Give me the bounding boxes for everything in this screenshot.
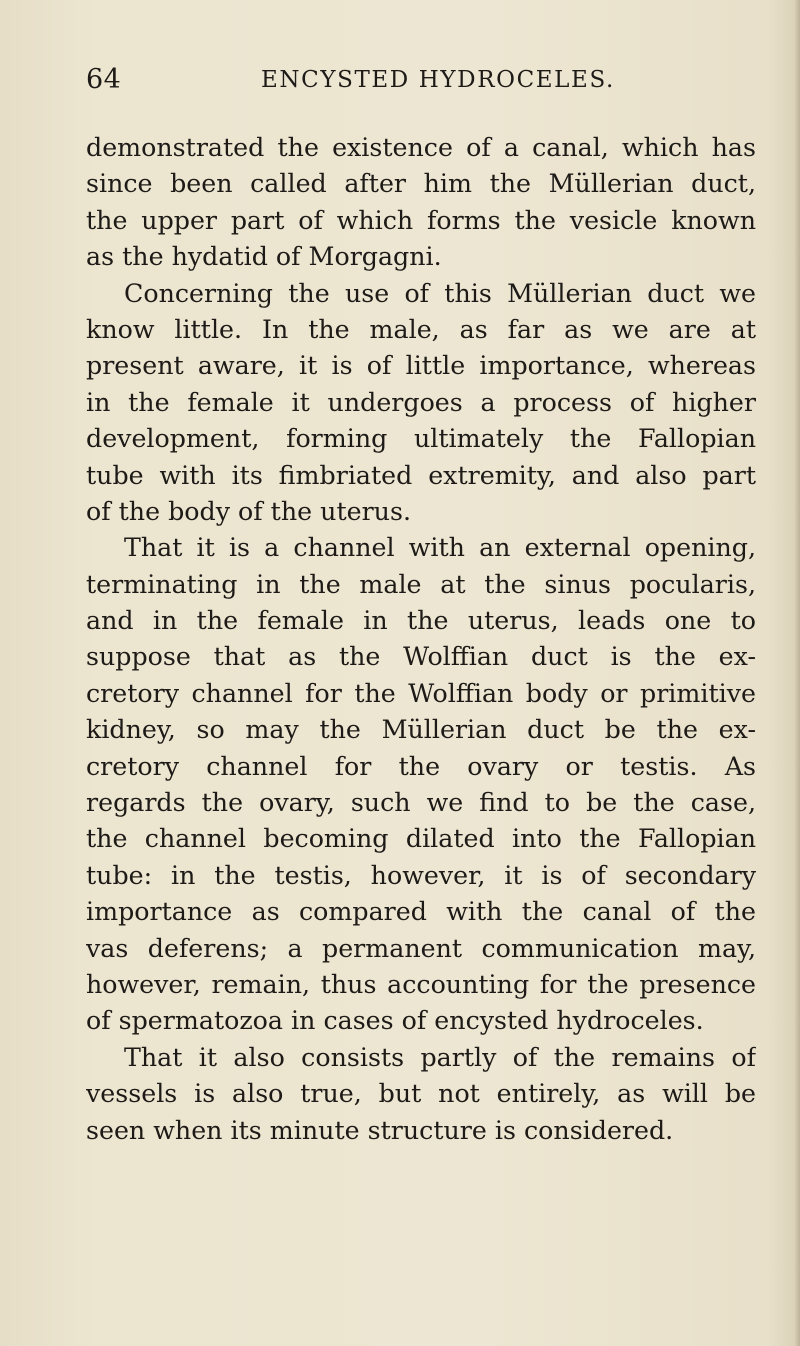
text-line: That it is a channel with an external opening, [124, 533, 756, 563]
text-line: That it also consists partly of the remains of [124, 1042, 756, 1072]
text-line: terminating in the male at the sinus pocularis, [86, 569, 756, 599]
text-line: in the female it undergoes a process of higher [86, 387, 756, 417]
text-line: the channel becoming dilated into the Fallopian [86, 824, 756, 854]
text-line: since been called after him the Müllerian duct, [86, 169, 756, 199]
page-number: 64 [86, 64, 122, 95]
text-line: cretory channel for the Wolffian body or primitive [86, 678, 756, 708]
text-line: importance as compared with the canal of the [86, 897, 756, 927]
text-line: the upper part of which forms the vesicle known [86, 205, 756, 235]
text-line: know little. In the male, as far as we are at [86, 314, 756, 344]
text-line: of the body of the uterus. [86, 496, 411, 526]
text-line: of spermatozoa in cases of encysted hydroceles. [86, 1006, 704, 1036]
body-text [86, 130, 756, 1149]
running-head [86, 64, 742, 100]
text-line: regards the ovary, such we find to be the case, [86, 788, 756, 818]
text-line: tube with its fimbriated extremity, and also part [86, 460, 756, 490]
text-line: kidney, so may the Müllerian duct be the ex- [86, 715, 756, 745]
text-line: however, remain, thus accounting for the presence [86, 969, 756, 999]
text-line: seen when its minute structure is considered. [86, 1115, 674, 1145]
text-line: vas deferens; a permanent communication may, [86, 933, 756, 963]
text-line: Concerning the use of this Müllerian duct we [124, 278, 756, 308]
text-line: tube: in the testis, however, it is of secondary [86, 860, 756, 890]
page-edge-shadow [794, 0, 800, 1346]
text-line: suppose that as the Wolffian duct is the ex- [86, 642, 756, 672]
running-title: ENCYSTED HYDROCELES. [261, 67, 615, 93]
text-line: vessels is also true, but not entirely, as will be [86, 1079, 756, 1109]
text-line: and in the female in the uterus, leads one to [86, 606, 756, 636]
text-line: cretory channel for the ovary or testis. As [86, 751, 756, 781]
text-line: present aware, it is of little importance, whereas [86, 351, 756, 381]
text-line: demonstrated the existence of a canal, which has [86, 133, 756, 162]
text-line: as the hydatid of Morgagni. [86, 242, 442, 272]
text-line: development, forming ultimately the Fallopian [86, 424, 756, 454]
